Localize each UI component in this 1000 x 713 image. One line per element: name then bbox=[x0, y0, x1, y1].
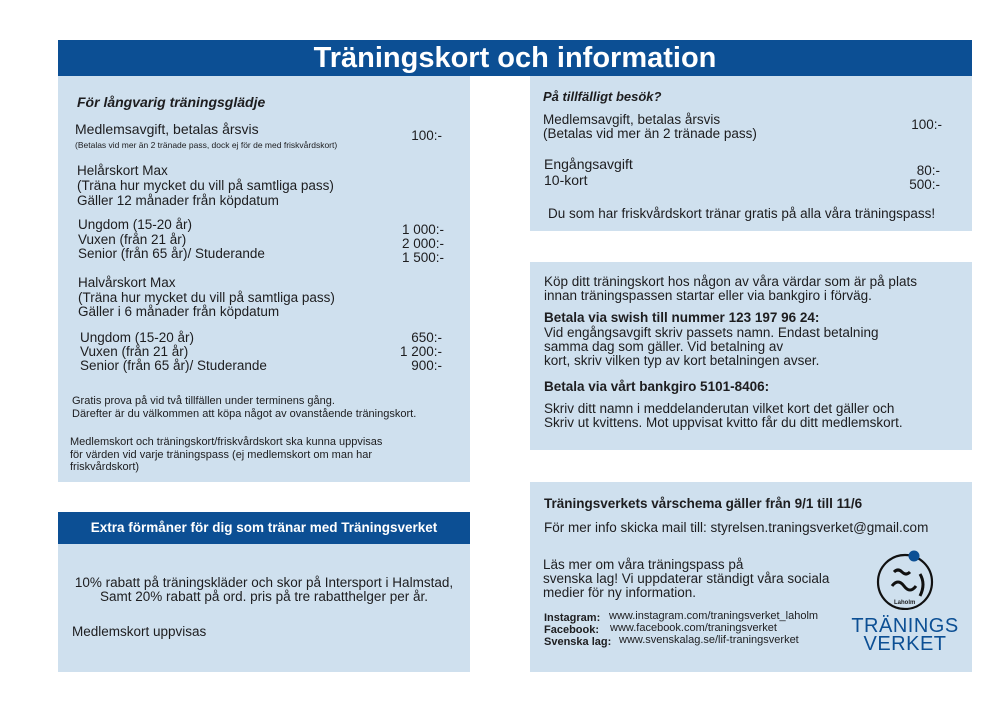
half-year-validity: Gäller i 6 månader från köpdatum bbox=[78, 304, 280, 319]
swish-line-2: samma dag som gäller. Vid betalning av bbox=[544, 339, 784, 354]
full-year-row-adult: Vuxen (från 21 år) bbox=[78, 232, 187, 247]
visit-member-note: (Betalas vid mer än 2 tränade pass) bbox=[543, 126, 757, 141]
visit-heading: På tillfälligt besök? bbox=[543, 89, 662, 104]
trial-line-2: Därefter är du välkommen att köpa något av ovanstående träningskort. bbox=[72, 408, 417, 420]
social-link-facebook[interactable]: www.facebook.com/traningsverket bbox=[610, 622, 777, 634]
swish-heading: Betala via swish till nummer 123 197 96 24: bbox=[544, 310, 820, 325]
full-year-desc: (Träna hur mycket du vill på samtliga pass) bbox=[77, 178, 334, 193]
half-year-row-youth: Ungdom (15-20 år) bbox=[80, 330, 195, 345]
half-year-desc: (Träna hur mycket du vill på samtliga pass) bbox=[78, 290, 335, 305]
bankgiro-line-1: Skriv ditt namn i meddelanderutan vilket kort det gäller och bbox=[544, 401, 895, 416]
social-link-instagram[interactable]: www.instagram.com/traningsverket_laholm bbox=[609, 610, 819, 622]
bankgiro-line-2: Skriv ut kvittens. Mot uppvisat kvitto får du ditt medlemskort. bbox=[544, 415, 903, 430]
full-year-price-youth: 1 000:- bbox=[401, 222, 444, 237]
full-year-price-senior: 1 500:- bbox=[401, 250, 444, 265]
full-year-validity: Gäller 12 månader från köpdatum bbox=[77, 193, 279, 208]
show-card-line-1: Medlemskort och träningskort/friskvårdskort ska kunna uppvisas bbox=[70, 436, 383, 448]
benefits-line-1: 10% rabatt på träningskläder och skor på Intersport i Halmstad, bbox=[74, 575, 454, 590]
benefits-heading: Extra förmåner för dig som tränar med Träningsverket bbox=[58, 512, 470, 544]
contact-mail: För mer info skicka mail till: styrelsen.traningsverket@gmail.com bbox=[544, 520, 929, 535]
show-card-line-2: för värden vid varje träningspass (ej medlemskort om man har bbox=[70, 449, 373, 461]
member-fee-note: (Betalas vid mer än 2 tränade pass, dock ej för de med friskvårdskort) bbox=[75, 140, 338, 150]
logo-text-line-2: VERKET bbox=[863, 633, 947, 655]
bankgiro-heading: Betala via vårt bankgiro 5101-8406: bbox=[544, 379, 770, 394]
half-year-row-senior: Senior (från 65 år)/ Studerande bbox=[80, 358, 267, 373]
half-year-row-adult: Vuxen (från 21 år) bbox=[80, 344, 189, 359]
read-more-2: svenska lag! Vi uppdaterar ständigt våra sociala bbox=[543, 571, 830, 586]
logo-text-line-1: TRÄNINGS bbox=[851, 615, 959, 637]
social-label-svenskalag: Svenska lag: bbox=[544, 636, 612, 648]
member-fee-label: Medlemsavgift, betalas årsvis bbox=[75, 121, 259, 137]
single-fee-price: 80:- bbox=[916, 163, 940, 178]
page-title: Träningskort och information bbox=[58, 40, 972, 76]
half-year-price-youth: 650:- bbox=[411, 330, 442, 345]
visit-member-fee: Medlemsavgift, betalas årsvis bbox=[543, 112, 721, 127]
free-note: Du som har friskvårdskort tränar gratis på alla våra träningspass! bbox=[548, 206, 936, 221]
half-year-price-adult: 1 200:- bbox=[399, 344, 442, 359]
half-year-title: Halvårskort Max bbox=[78, 275, 176, 290]
payment-intro-1: Köp ditt träningskort hos någon av våra värdar som är på plats bbox=[544, 274, 917, 289]
full-year-row-senior: Senior (från 65 år)/ Studerande bbox=[78, 246, 265, 261]
logo-small-text: Laholm bbox=[894, 600, 916, 606]
social-label-instagram: Instagram: bbox=[544, 612, 601, 624]
swish-line-1: Vid engångsavgift skriv passets namn. Endast betalning bbox=[544, 325, 879, 340]
read-more-3: medier för ny information. bbox=[543, 585, 697, 600]
visit-member-price: 100:- bbox=[911, 117, 942, 132]
ten-card-price: 500:- bbox=[909, 177, 940, 192]
ten-card-label: 10-kort bbox=[544, 172, 588, 188]
single-fee-label: Engångsavgift bbox=[544, 156, 633, 172]
benefits-line-3: Medlemskort uppvisas bbox=[72, 624, 207, 639]
social-label-facebook: Facebook: bbox=[544, 624, 600, 636]
half-year-price-senior: 900:- bbox=[411, 358, 442, 373]
social-link-svenskalag[interactable]: www.svenskalag.se/lif-traningsverket bbox=[619, 634, 799, 646]
member-fee-price: 100:- bbox=[411, 128, 442, 143]
schedule-heading: Träningsverkets vårschema gäller från 9/1 till 11/6 bbox=[544, 496, 863, 511]
full-year-title: Helårskort Max bbox=[77, 163, 168, 178]
swish-line-3: kort, skriv vilken typ av kort betalningen avser. bbox=[544, 353, 820, 368]
trial-line-1: Gratis prova på vid två tillfällen under terminens gång. bbox=[72, 395, 335, 407]
full-year-row-youth: Ungdom (15-20 år) bbox=[78, 217, 193, 232]
payment-intro-2: innan träningspassen startar eller via bankgiro i förväg. bbox=[544, 288, 872, 303]
read-more-1: Läs mer om våra träningspass på bbox=[543, 557, 744, 572]
show-card-line-3: friskvårdskort) bbox=[70, 461, 140, 473]
prices-heading: För långvarig träningsglädje bbox=[77, 94, 266, 110]
benefits-line-2: Samt 20% rabatt på ord. pris på tre rabatthelger per år. bbox=[100, 589, 428, 604]
full-year-price-adult: 2 000:- bbox=[401, 236, 444, 251]
